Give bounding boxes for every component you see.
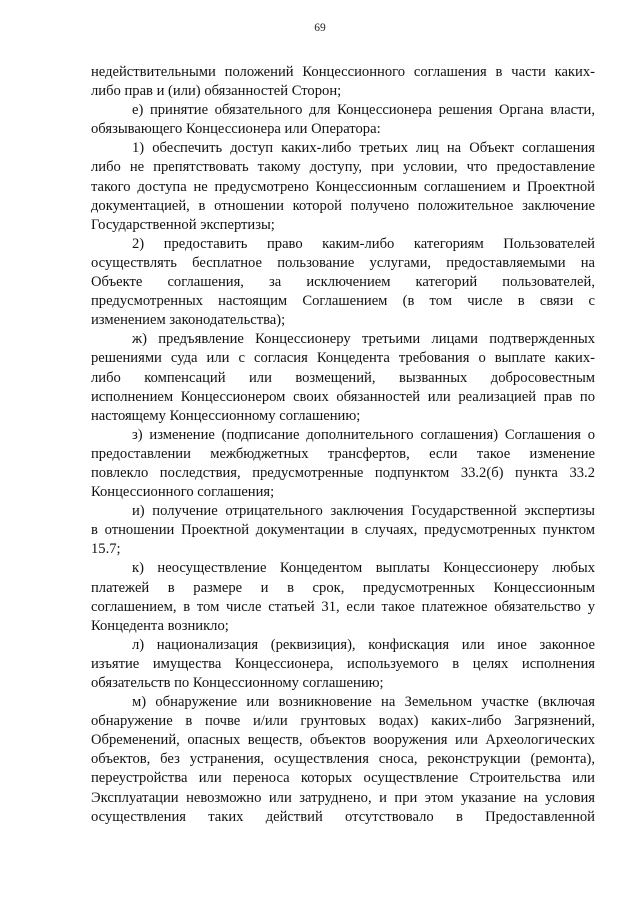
page-number: 69 [314, 22, 326, 34]
text-line: изъятие имущества Концессионера, используемого в целях исполнения [91, 655, 595, 672]
text-line: осуществлять бесплатное пользование услугами, предоставляемыми на [91, 254, 595, 271]
text-line: либо компенсаций или возмещений, вызванных добросовестным [91, 369, 595, 386]
text-line: Эксплуатации невозможно или затруднено, и при этом указание на условия [91, 789, 595, 806]
text-line: либо не препятствовать такому доступу, при условии, что предоставление [91, 159, 595, 176]
text-line: решениями суда или с согласия Концедента требования о выплате каких- [91, 350, 595, 367]
text-line: Концедента возникло; [91, 617, 229, 634]
text-line: объектов, без устранения, осуществления сноса, реконструкции (ремонта), [91, 751, 595, 768]
text-line: либо прав и (или) обязанностей Сторон; [91, 83, 342, 100]
text-line: ж) предъявление Концессионеру третьими лицами подтвержденных [132, 331, 595, 348]
text-line: з) изменение (подписание дополнительного соглашения) Соглашения о [132, 426, 595, 443]
text-line: е) принятие обязательного для Концессионера решения Органа власти, [132, 102, 595, 119]
text-line: переустройства или переноса которых осуществление Строительства или [91, 770, 595, 787]
text-line: исполнением Концессионером своих обязанностей или реализацией прав по [91, 388, 595, 405]
text-line: обязательств по Концессионному соглашению; [91, 675, 384, 691]
text-line: 2) предоставить право каким-либо категориям Пользователей [132, 235, 595, 252]
text-line: платежей в размере и в срок, предусмотренных Концессионным [91, 579, 595, 596]
text-line: осуществления таких действий отсутствовало в Предоставленной [91, 808, 595, 825]
text-line: к) неосуществление Концедентом выплаты Концессионеру любых [132, 560, 595, 577]
text-line: повлекло последствия, предусмотренные подпунктом 33.2(б) пункта 33.2 [91, 464, 595, 481]
text-line: 1) обеспечить доступ каких-либо третьих лиц на Объект соглашения [132, 140, 595, 157]
body-text [91, 63, 595, 827]
text-line: такого доступа не предусмотрено Концессионным соглашением и Проектной [91, 178, 595, 195]
text-line: м) обнаружение или возникновение на Земельном участке (включая [132, 694, 595, 711]
text-line: настоящему Концессионному соглашению; [91, 407, 361, 424]
text-line: предоставлении межбюджетных трансфертов, если такое изменение [91, 445, 595, 462]
text-line: документацией, в отношении которой получено положительное заключение [91, 197, 595, 214]
text-line: недействительными положений Концессионного соглашения в части каких- [91, 64, 595, 80]
text-line: л) национализация (реквизиция), конфискация или иное законное [132, 636, 595, 653]
text-line: Государственной экспертизы; [91, 216, 275, 233]
text-line: предусмотренных настоящим Соглашением (в том числе в связи с [91, 293, 595, 310]
text-line: в отношении Проектной документации в случаях, предусмотренных пунктом [91, 522, 595, 539]
text-line: Обременений, опасных веществ, объектов вооружения или Археологических [91, 732, 595, 749]
text-line: 15.7; [91, 541, 121, 558]
text-line: и) получение отрицательного заключения Государственной экспертизы [132, 503, 595, 520]
text-line: изменением законодательства); [91, 312, 286, 329]
text-line: Концессионного соглашения; [91, 484, 275, 501]
text-line: соглашением, в том числе статьей 31, если такое платежное обязательство у [91, 598, 595, 615]
text-line: обязывающего Концессионера или Оператора: [91, 121, 381, 138]
text-line: обнаружение в почве и/или грунтовых водах) каких-либо Загрязнений, [91, 713, 595, 730]
text-line: Объекте соглашения, за исключением категорий пользователей, [91, 274, 595, 291]
